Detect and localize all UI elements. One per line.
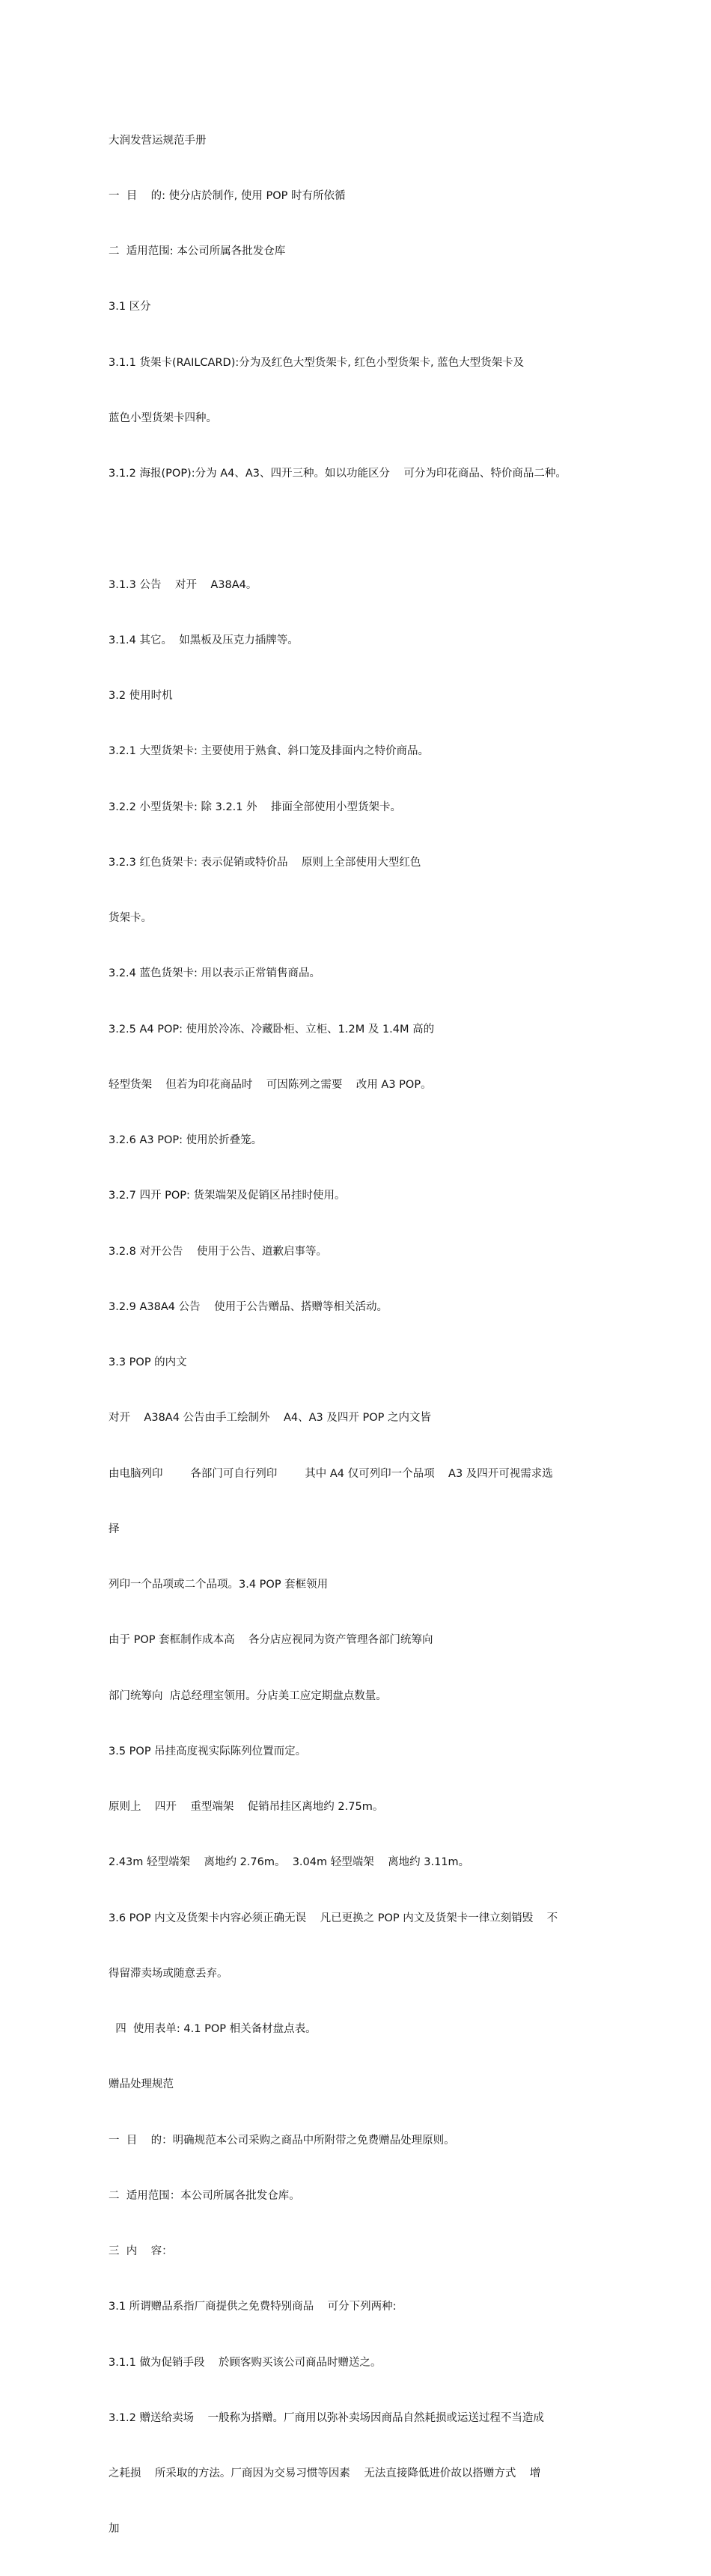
text-line: 3.2.3 红色货架卡: 表示促销或特价品 原则上全部使用大型红色 (109, 856, 421, 869)
text-line: 部门统筹向 店总经理室领用。分店美工应定期盘点数量。 (109, 1689, 387, 1702)
text-line: 3.5 POP 吊挂高度视实际陈列位置而定。 (109, 1745, 307, 1757)
text-line: 由电脑列印 各部门可自行列印 其中 A4 仅可列印一个品项 A3 及四开可视需求选 (109, 1467, 553, 1480)
text-line: 四 使用表单: 4.1 POP 相关备材盘点表。 (109, 2023, 317, 2035)
text-line: 3.1.2 海报(POP):分为 A4、A3、四开三种。如以功能区分 可分为印花商品、特价商品二种。 (109, 468, 567, 480)
text-line: 二 适用范围: 本公司所属各批发仓库 (109, 245, 286, 257)
blank-line (109, 520, 617, 539)
text-line: 3.1.1 货架卡(RAILCARD):分为及红色大型货架卡, 红色小型货架卡, 蓝色大型货架卡及 (109, 356, 525, 369)
text-line: 一 目 的: 使分店於制作, 使用 POP 时有所依循 (109, 189, 346, 202)
text-line: 轻型货架 但若为印花商品时 可因陈列之需要 改用 A3 POP。 (109, 1078, 432, 1091)
text-line: 3.1.2 赠送给卖场 一般称为搭赠。厂商用以弥补卖场因商品自然耗损或运送过程不当造成 (109, 2411, 544, 2424)
text-line: 3.2.8 对开公告 使用于公告、道歉启事等。 (109, 1245, 327, 1258)
text-line: 3.2.4 蓝色货架卡: 用以表示正常销售商品。 (109, 967, 320, 980)
section-heading: 3.3 POP 的内文 (109, 1356, 187, 1368)
text-line: 3.1.1 做为促销手段 於顾客购买该公司商品时赠送之。 (109, 2356, 382, 2369)
text-line: 货架卡。 (109, 912, 152, 924)
text-line: 3.2.6 A3 POP: 使用於折叠笼。 (109, 1134, 263, 1146)
section-heading: 3.1 区分 (109, 301, 151, 313)
text-line: 3.1 所谓赠品系指厂商提供之免费特别商品 可分下列两种: (109, 2301, 397, 2313)
text-line: 3.2.9 A38A4 公告 使用于公告赠品、搭赠等相关活动。 (109, 1300, 388, 1313)
text-line: 之耗损 所采取的方法。厂商因为交易习惯等因素 无法直接降低进价故以搭赠方式 增 (109, 2468, 541, 2479)
text-line: 由于 POP 套框制作成本高 各分店应视同为资产管理各部门统筹向 (109, 1634, 433, 1647)
text-line: 蓝色小型货架卡四种。 (109, 412, 217, 424)
text-line: 3.2.5 A4 POP: 使用於冷冻、冷藏卧柜、立柜、1.2M 及 1.4M 高的 (109, 1023, 435, 1035)
text-line: 3.6 POP 内文及货架卡内容必须正确无误 凡已更换之 POP 内文及货架卡一律立刻销毁 不 (109, 1912, 558, 1924)
text-line: 原则上 四开 重型端架 促销吊挂区离地约 2.75m。 (109, 1801, 384, 1813)
section-title: 赠品处理规范 (109, 2078, 174, 2091)
text-line: 对开 A38A4 公告由手工绘制外 A4、A3 及四开 POP 之内文皆 (109, 1412, 432, 1425)
text-line: 得留滞卖场或随意丢弃。 (109, 1967, 228, 1980)
text-line: 加 (109, 2523, 120, 2536)
text-line: 3.2.7 四开 POP: 货架端架及促销区吊挂时使用。 (109, 1190, 346, 1202)
text-line: 3.1.3 公告 对开 A38A4。 (109, 578, 257, 591)
section-heading: 3.2 使用时机 (109, 690, 173, 702)
document-body (109, 94, 617, 2576)
text-line: 3.1.4 其它。 如黑板及压克力插牌等。 (109, 634, 299, 646)
text-line: 一 目 的：明确规范本公司采购之商品中所附带之免费赠品处理原则。 (109, 2134, 455, 2147)
text-line: 列印一个品项或二个品项。3.4 POP 套框领用 (109, 1579, 329, 1591)
doc-title: 大润发营运规范手册 (109, 134, 207, 147)
text-line: 2.43m 轻型端架 离地约 2.76m。 3.04m 轻型端架 离地约 3.11m。 (109, 1856, 470, 1869)
text-line: 3.2.2 小型货架卡: 除 3.2.1 外 排面全部使用小型货架卡。 (109, 801, 402, 813)
text-line: 3.2.1 大型货架卡: 主要使用于熟食、斜口笼及排面内之特价商品。 (109, 745, 429, 758)
text-line: 二 适用范围：本公司所属各批发仓库。 (109, 2189, 300, 2202)
text-line: 择 (109, 1523, 120, 1535)
text-line: 三 内 容： (109, 2245, 173, 2257)
